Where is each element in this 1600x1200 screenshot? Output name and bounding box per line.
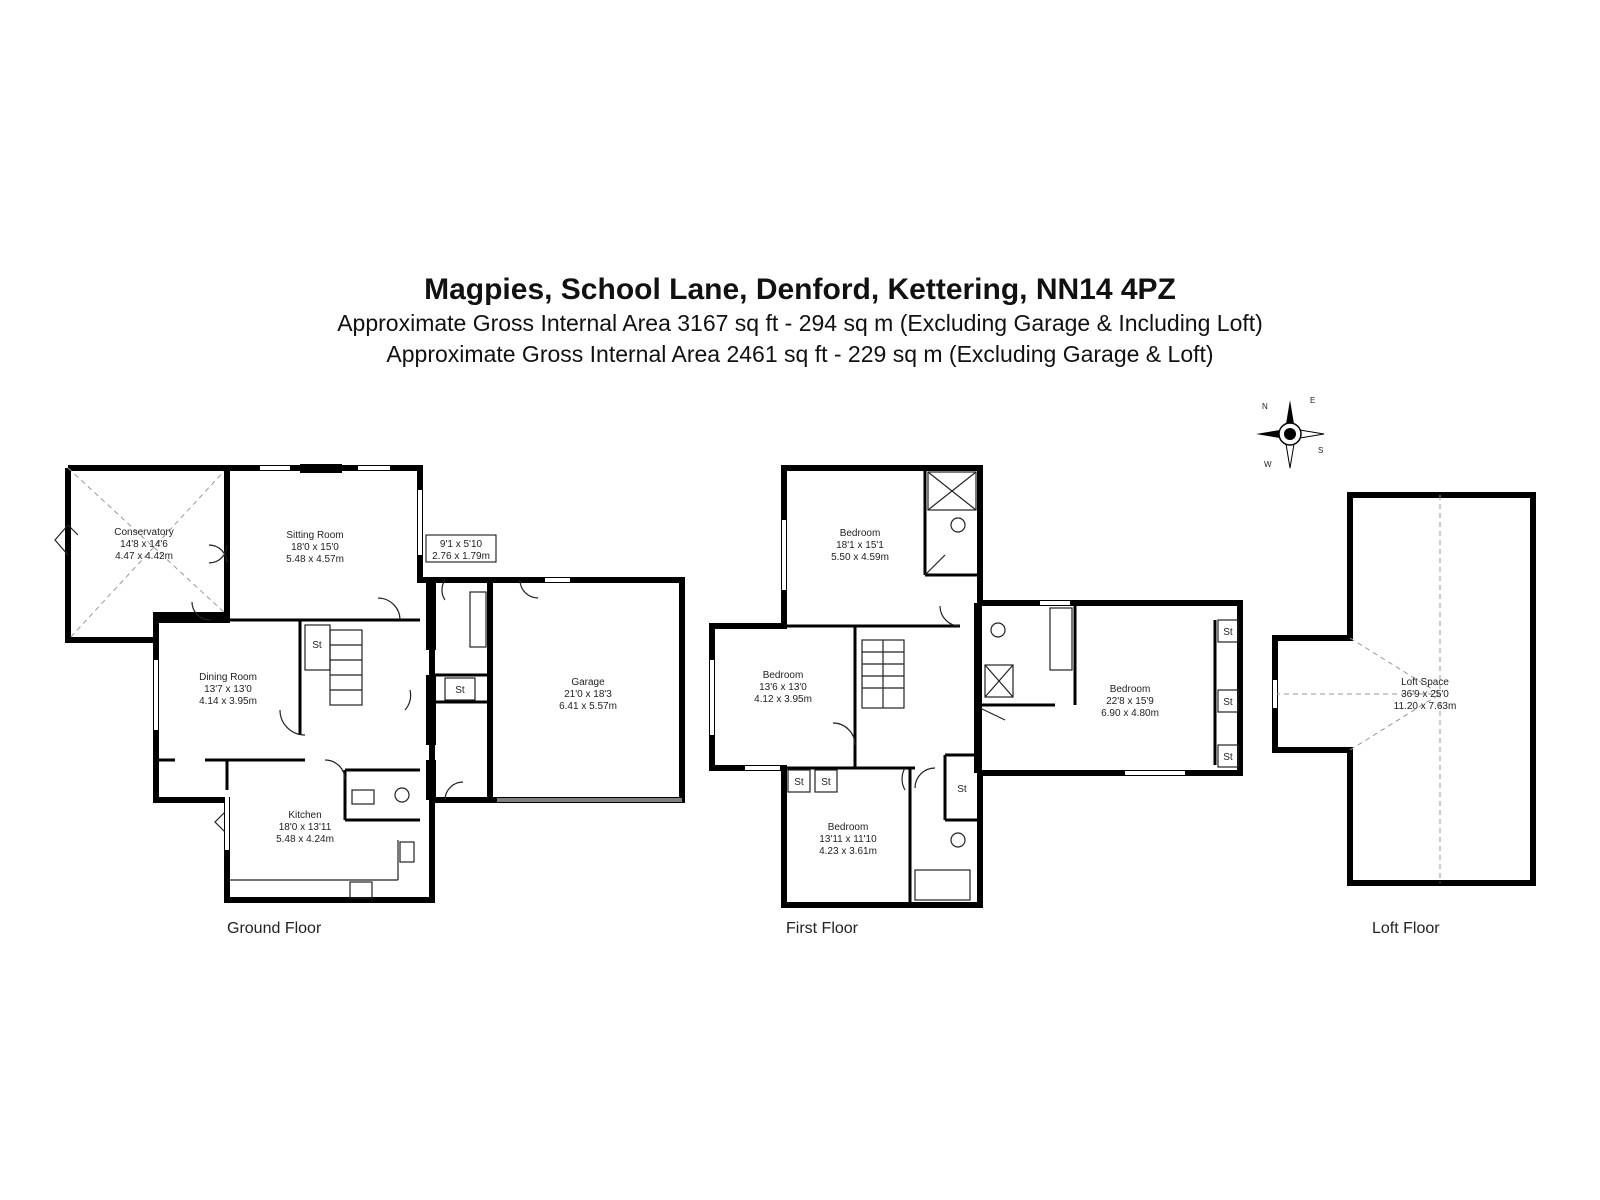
kitchen-name: Kitchen: [288, 810, 322, 821]
first-store-4: St: [794, 777, 804, 788]
first-store-1: St: [1223, 627, 1233, 638]
bedroom3-name: Bedroom: [1109, 684, 1151, 695]
bedroom4-imperial: 13'11 x 11'10: [819, 834, 877, 845]
ground-floor-plan: [55, 464, 682, 900]
area-line-1: Approximate Gross Internal Area 3167 sq ft - 294 sq m (Excluding Garage & Including Loft): [337, 310, 1263, 336]
bedroom4-name: Bedroom: [827, 822, 869, 833]
ground-store-1: St: [312, 640, 322, 651]
garage-metric: 6.41 x 5.57m: [559, 701, 617, 712]
bedroom3-metric: 6.90 x 4.80m: [1101, 708, 1159, 719]
loft-metric: 11.20 x 7.63m: [1393, 701, 1457, 712]
dining-imperial: 13'7 x 13'0: [204, 684, 252, 695]
kitchen-metric: 5.48 x 4.24m: [276, 834, 334, 845]
conservatory: [55, 468, 227, 640]
loft-imperial: 36'9 x 25'0: [1401, 689, 1449, 700]
garage: [490, 580, 682, 800]
bedroom1-imperial: 18'1 x 15'1: [836, 540, 884, 551]
compass-e: E: [1310, 396, 1316, 405]
loft-name: Loft Space: [1401, 677, 1449, 688]
bedroom4-metric: 4.23 x 3.61m: [819, 846, 877, 857]
loft-floor-plan: [1275, 495, 1533, 883]
conservatory-imperial: 14'8 x 14'6: [120, 539, 168, 550]
sitting-name: Sitting Room: [286, 530, 344, 541]
ground-store-2: St: [455, 685, 465, 696]
kitchen-imperial: 18'0 x 13'11: [278, 822, 332, 833]
dining-metric: 4.14 x 3.95m: [199, 696, 257, 707]
conservatory-metric: 4.47 x 4.42m: [115, 551, 173, 562]
compass-w: W: [1264, 460, 1272, 469]
sitting-imperial: 18'0 x 15'0: [291, 542, 339, 553]
garage-imperial: 21'0 x 18'3: [564, 689, 612, 700]
bedroom1-metric: 5.50 x 4.59m: [831, 552, 889, 563]
bedroom1-name: Bedroom: [839, 528, 881, 539]
bedroom2-imperial: 13'6 x 13'0: [759, 682, 807, 693]
conservatory-name: Conservatory: [114, 527, 174, 538]
bedroom3-imperial: 22'8 x 15'9: [1106, 696, 1154, 707]
bedroom2-name: Bedroom: [762, 670, 804, 681]
compass-n: N: [1262, 402, 1268, 411]
garage-name: Garage: [571, 677, 605, 688]
first-floor-plan: [712, 468, 1240, 905]
first-store-2: St: [1223, 697, 1233, 708]
ground-floor-label: Ground Floor: [227, 920, 322, 937]
first-store-5: St: [821, 777, 831, 788]
utility-imperial: 9'1 x 5'10: [439, 539, 483, 550]
loft-floor-label: Loft Floor: [1372, 920, 1440, 937]
plan-title: Magpies, School Lane, Denford, Kettering, NN14 4PZ: [424, 273, 1176, 306]
utility-metric: 2.76 x 1.79m: [432, 551, 490, 562]
dining-name: Dining Room: [199, 672, 257, 683]
area-line-2: Approximate Gross Internal Area 2461 sq ft - 229 sq m (Excluding Garage & Loft): [386, 341, 1214, 367]
compass-s: S: [1318, 446, 1324, 455]
ground-stairs: [330, 630, 362, 705]
first-store-3: St: [1223, 752, 1233, 763]
first-stairs: [862, 640, 904, 708]
first-floor-label: First Floor: [786, 920, 858, 937]
bedroom2-metric: 4.12 x 3.95m: [754, 694, 812, 705]
first-store-6: St: [957, 784, 967, 795]
compass-icon: [1256, 396, 1324, 469]
sitting-metric: 5.48 x 4.57m: [286, 554, 344, 565]
